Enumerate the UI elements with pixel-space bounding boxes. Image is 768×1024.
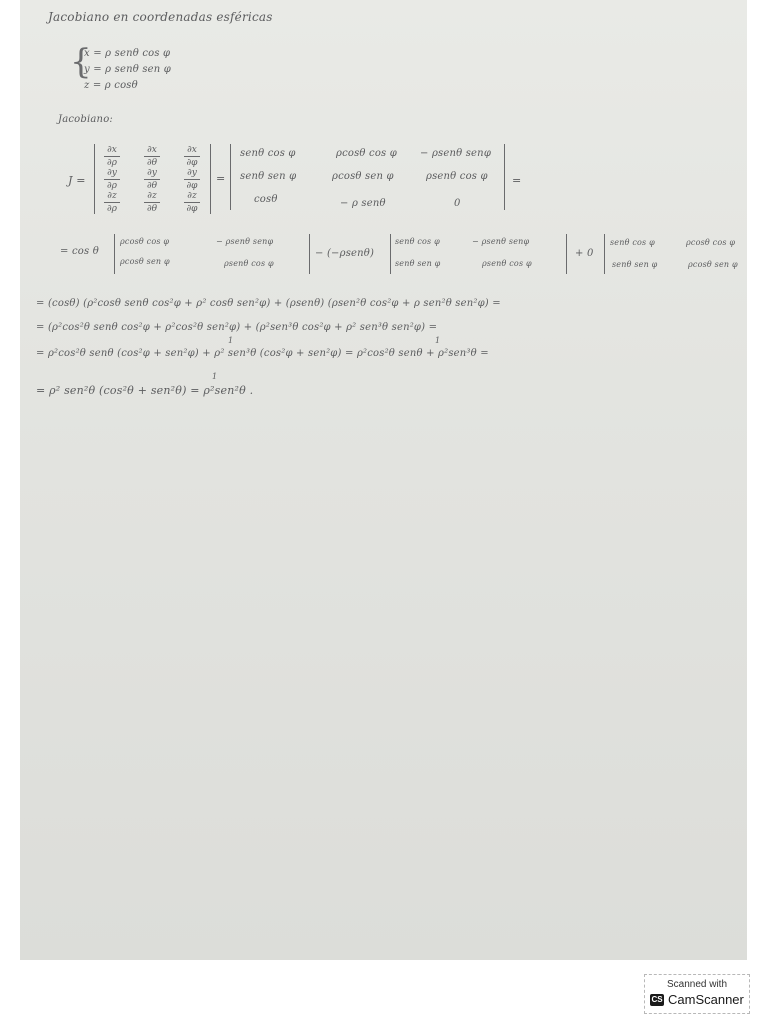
minor1-b: − ρsenθ senφ	[216, 237, 274, 246]
jacobiano-label: Jacobiano:	[58, 114, 113, 125]
matrix-cell-2-2: ρcosθ sen φ	[332, 171, 394, 182]
equals-sign-2: =	[512, 174, 522, 187]
partial-x-rho: ∂x ∂ρ	[104, 145, 120, 168]
derivation-line-1: = (cosθ) (ρ²cosθ senθ cos²φ + ρ² cosθ sen²φ) + (ρsenθ) (ρsen²θ cos²φ + ρ sen²θ sen²φ) =	[36, 298, 501, 309]
scanned-page	[20, 0, 747, 960]
matrix-bar-right	[504, 144, 505, 210]
partial-y-theta: ∂y ∂θ	[144, 168, 160, 191]
camscanner-watermark	[644, 974, 750, 1014]
scanner-caption: Scanned with	[666, 979, 728, 990]
partial-z-rho: ∂z ∂ρ	[104, 191, 120, 214]
partial-z-theta: ∂z ∂θ	[144, 191, 160, 214]
system-brace: {	[70, 42, 92, 82]
minor1-bar-left	[114, 234, 115, 274]
page-title: Jacobiano en coordenadas esféricas	[48, 10, 273, 24]
minor2-d: ρsenθ cos φ	[482, 259, 532, 268]
expansion-plus0: + 0	[575, 248, 594, 259]
expansion-lead: = cos θ	[60, 246, 99, 257]
matrix-cell-2-3: ρsenθ cos φ	[426, 171, 488, 182]
derivation-line-2: = (ρ²cos²θ senθ cos²φ + ρ²cos²θ sen²φ) + (ρ²sen³θ cos²φ + ρ² sen³θ sen²φ) =	[36, 322, 438, 333]
matrix-cell-1-3: − ρsenθ senφ	[420, 148, 492, 159]
minor3-a: senθ cos φ	[610, 238, 655, 247]
equation-z: z = ρ cosθ	[84, 80, 138, 91]
minor2-a: senθ cos φ	[395, 237, 440, 246]
minor2-c: senθ sen φ	[395, 259, 441, 268]
matrix-cell-1-2: ρcosθ cos φ	[336, 148, 397, 159]
minor2-b: − ρsenθ senφ	[472, 237, 530, 246]
minor1-bar-right	[309, 234, 310, 274]
minor1-d: ρsenθ cos φ	[224, 259, 274, 268]
matrix-cell-3-3: 0	[454, 198, 461, 209]
minor2-bar-left	[390, 234, 391, 274]
partial-x-phi: ∂x ∂φ	[184, 145, 200, 168]
partials-bar-right	[210, 144, 211, 214]
derivation-line-3: = ρ²cos²θ senθ (cos²φ + sen²φ) + ρ² sen³θ (cos²φ + sen²φ) = ρ²cos²θ senθ + ρ²sen³θ =	[36, 348, 489, 359]
derivation-line-4: = ρ² sen²θ (cos²θ + sen²θ) = ρ²sen²θ .	[36, 384, 254, 397]
partial-y-rho: ∂y ∂ρ	[104, 168, 120, 191]
minor3-bar-left	[604, 234, 605, 274]
annotation-one-1: 1	[228, 336, 234, 345]
matrix-bar-left	[230, 144, 231, 210]
minor3-d: ρcosθ sen φ	[688, 260, 738, 269]
matrix-cell-1-1: senθ cos φ	[240, 148, 296, 159]
matrix-cell-2-1: senθ sen φ	[240, 171, 297, 182]
scanner-brand: CamScanner	[668, 992, 744, 1007]
matrix-cell-3-2: − ρ senθ	[340, 198, 386, 209]
matrix-cell-3-1: cosθ	[254, 194, 278, 205]
annotation-one-2: 1	[435, 336, 441, 345]
expansion-mid: − (−ρsenθ)	[315, 248, 375, 259]
camscanner-logo-icon: CS	[651, 995, 663, 1004]
annotation-one-3: 1	[212, 372, 218, 381]
minor1-a: ρcosθ cos φ	[120, 237, 170, 246]
partials-bar-left	[94, 144, 95, 214]
partial-y-phi: ∂y ∂φ	[184, 168, 200, 191]
equation-y: y = ρ senθ sen φ	[84, 64, 172, 75]
minor1-c: ρcosθ sen φ	[120, 257, 170, 266]
equation-x: x = ρ senθ cos φ	[84, 48, 171, 59]
minor3-c: senθ sen φ	[612, 260, 658, 269]
j-label: J =	[68, 174, 86, 187]
minor2-bar-right	[566, 234, 567, 274]
partial-z-phi: ∂z ∂φ	[184, 191, 200, 214]
equals-sign: =	[216, 172, 226, 185]
partial-x-theta: ∂x ∂θ	[144, 145, 160, 168]
minor3-b: ρcosθ cos φ	[686, 238, 736, 247]
